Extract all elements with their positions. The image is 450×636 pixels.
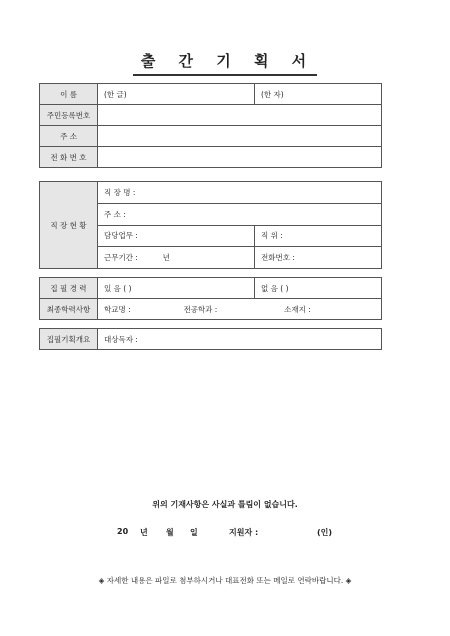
date-year: 20 — [117, 527, 129, 536]
workplace-section-label: 직 장 현 황 — [40, 182, 98, 269]
target-readers-label: 대상독자 : — [104, 334, 138, 344]
date-day: 일 — [190, 528, 198, 537]
education-field[interactable] — [98, 299, 382, 320]
major-label: 전공학과 : — [183, 304, 218, 314]
phone-row — [40, 147, 382, 168]
overview-table — [39, 328, 382, 350]
writing-career-row — [40, 278, 382, 299]
resident-number-label: 주민등록번호 — [40, 105, 98, 126]
seal-mark: (인) — [317, 528, 333, 537]
form-title-text: 출 간 기 획 서 — [133, 50, 317, 76]
overview-label: 집필기획개요 — [40, 329, 98, 350]
duty-field[interactable]: 담당업무 : — [98, 225, 255, 247]
phone-field[interactable] — [98, 147, 382, 168]
tenure-field[interactable] — [98, 247, 255, 269]
address-row — [40, 126, 382, 147]
address-field[interactable] — [98, 126, 382, 147]
name-row — [40, 84, 382, 105]
company-row — [40, 182, 382, 204]
address-label: 주 소 — [40, 126, 98, 147]
tenure-label: 근무기간 : — [104, 253, 138, 263]
name-hanja-field[interactable]: (한 자) — [255, 84, 382, 105]
school-name-label: 학교명 : — [104, 304, 131, 314]
overview-row — [40, 329, 382, 350]
company-name-field[interactable]: 직 장 명 : — [98, 182, 382, 204]
location-label: 소재지 : — [284, 304, 311, 314]
work-address-field[interactable]: 주 소 : — [98, 203, 382, 225]
resident-number-field[interactable] — [98, 105, 382, 126]
position-field[interactable]: 직 위 : — [255, 225, 382, 247]
workplace-table — [39, 181, 382, 269]
writing-career-yes-field[interactable]: 있 음 ( ) — [98, 278, 255, 299]
tenure-unit: 년 — [162, 253, 170, 263]
contact-notice: ◈ 자세한 내용은 파일로 첨부하시거나 대표전화 또는 메일로 연락바랍니다. ◈ — [98, 576, 352, 585]
date-year-unit: 년 — [140, 528, 148, 537]
education-row — [40, 299, 382, 320]
education-label: 최종학력사항 — [40, 299, 98, 320]
personal-info-table — [39, 83, 382, 168]
career-table — [39, 277, 382, 320]
form-title — [0, 50, 450, 76]
writing-career-label: 집 필 경 력 — [40, 278, 98, 299]
work-phone-field[interactable]: 전화번호 : — [255, 247, 382, 269]
resident-row — [40, 105, 382, 126]
overview-field[interactable] — [98, 329, 382, 350]
confirmation-statement: 위의 기재사항은 사실과 틀림이 없습니다. — [152, 500, 298, 509]
date-month: 월 — [166, 528, 174, 537]
name-label: 이 름 — [40, 84, 98, 105]
applicant-label: 지원자 : — [229, 528, 259, 537]
writing-career-no-field[interactable]: 없 음 ( ) — [255, 278, 382, 299]
name-korean-field[interactable]: (한 글) — [98, 84, 255, 105]
phone-label: 전 화 번 호 — [40, 147, 98, 168]
